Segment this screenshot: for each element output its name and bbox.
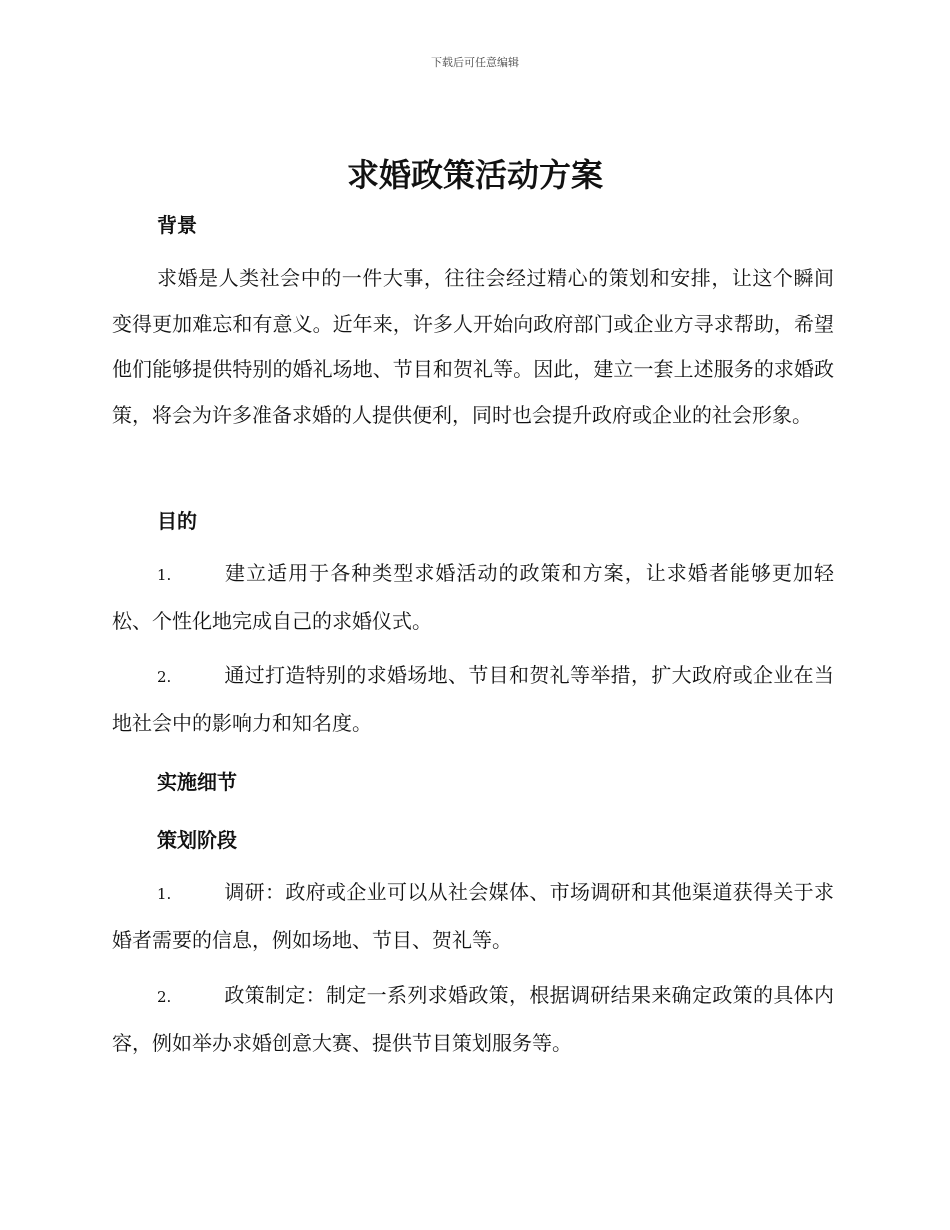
list-item-text: 通过打造特别的求婚场地、节目和贺礼等举措，扩大政府或企业在当地社会中的影响力和知名度。 xyxy=(112,663,834,735)
list-item-number: 1. xyxy=(157,566,172,584)
list-item xyxy=(112,973,834,1066)
list-item-number: 1. xyxy=(157,885,172,903)
list-item xyxy=(112,653,834,746)
list-item-text: 调研：政府或企业可以从社会媒体、市场调研和其他渠道获得关于求婚者需要的信息，例如场地、节目、贺礼等。 xyxy=(112,880,834,952)
section-heading-background: 背景 xyxy=(157,213,197,237)
list-item-number: 2. xyxy=(157,988,172,1006)
list-item-text: 建立适用于各种类型求婚活动的政策和方案，让求婚者能够更加轻松、个性化地完成自己的求婚仪式。 xyxy=(112,561,834,633)
header-watermark: 下载后可任意编辑 xyxy=(431,56,519,69)
list-item xyxy=(112,870,834,963)
list-item-number: 2. xyxy=(157,668,172,686)
section-heading-implementation: 实施细节 xyxy=(157,770,237,794)
background-paragraph: 求婚是人类社会中的一件大事，往往会经过精心的策划和安排，让这个瞬间变得更加难忘和有意义。近年来，许多人开始向政府部门或企业方寻求帮助，希望他们能够提供特别的婚礼场地、节目和贺礼等。因此，建立一套上述服务的求婚政策，将会为许多准备求婚的人提供便利，同时也会提升政府或企业的社会形象。 xyxy=(112,266,834,427)
list-item-text: 政策制定：制定一系列求婚政策，根据调研结果来确定政策的具体内容，例如举办求婚创意大赛、提供节目策划服务等。 xyxy=(112,983,834,1055)
list-item xyxy=(112,551,834,644)
section-heading-purpose: 目的 xyxy=(157,509,197,533)
subsection-heading-planning: 策划阶段 xyxy=(157,828,237,852)
document-title: 求婚政策活动方案 xyxy=(346,156,603,194)
